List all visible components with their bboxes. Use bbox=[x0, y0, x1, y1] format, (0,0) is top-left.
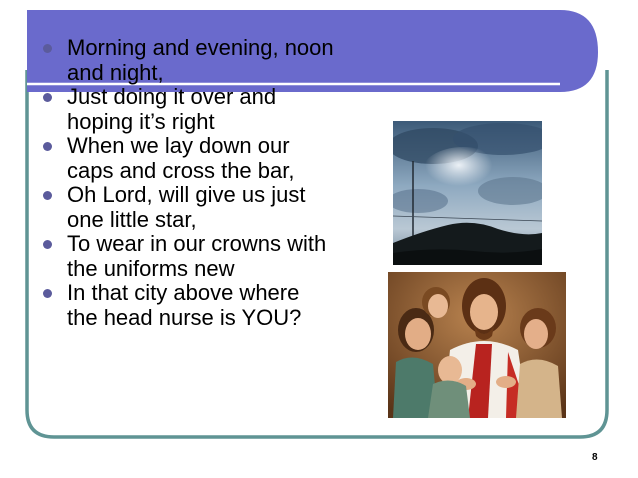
bullet-item bbox=[40, 232, 380, 281]
bullet-dot-icon bbox=[43, 44, 52, 53]
bullet-line: the head nurse is YOU? bbox=[67, 304, 302, 330]
bullet-line: Just doing it over and bbox=[67, 84, 277, 109]
bullet-dot-icon bbox=[43, 191, 52, 200]
bullet-item bbox=[40, 134, 380, 183]
bullet-dot-icon bbox=[43, 240, 52, 249]
bullet-line: When we lay down our bbox=[67, 133, 290, 158]
jesus-with-children-painting bbox=[388, 272, 566, 418]
bullet-dot-icon bbox=[43, 289, 52, 298]
bullet-item bbox=[40, 281, 380, 330]
bullet-line: caps and cross the bar, bbox=[67, 157, 295, 183]
bullet-line: In that city above where bbox=[67, 280, 300, 305]
page-number: 8 bbox=[592, 452, 598, 463]
cloudy-sky-photo bbox=[393, 121, 542, 265]
bullet-line: one little star, bbox=[67, 206, 197, 232]
bullet-line: Morning and evening, noon bbox=[67, 35, 334, 60]
bullet-dot-icon bbox=[43, 142, 52, 151]
bullet-line: Oh Lord, will give us just bbox=[67, 182, 306, 207]
bullet-dot-icon bbox=[43, 93, 52, 102]
bullet-item bbox=[40, 183, 380, 232]
bullet-line: the uniforms new bbox=[67, 255, 235, 281]
bullet-item bbox=[40, 36, 380, 85]
bullet-line: To wear in our crowns with bbox=[67, 231, 327, 256]
bullet-list bbox=[40, 36, 380, 330]
bullet-line: hoping it’s right bbox=[67, 108, 215, 134]
bullet-item bbox=[40, 85, 380, 134]
bullet-line: and night, bbox=[67, 59, 164, 85]
